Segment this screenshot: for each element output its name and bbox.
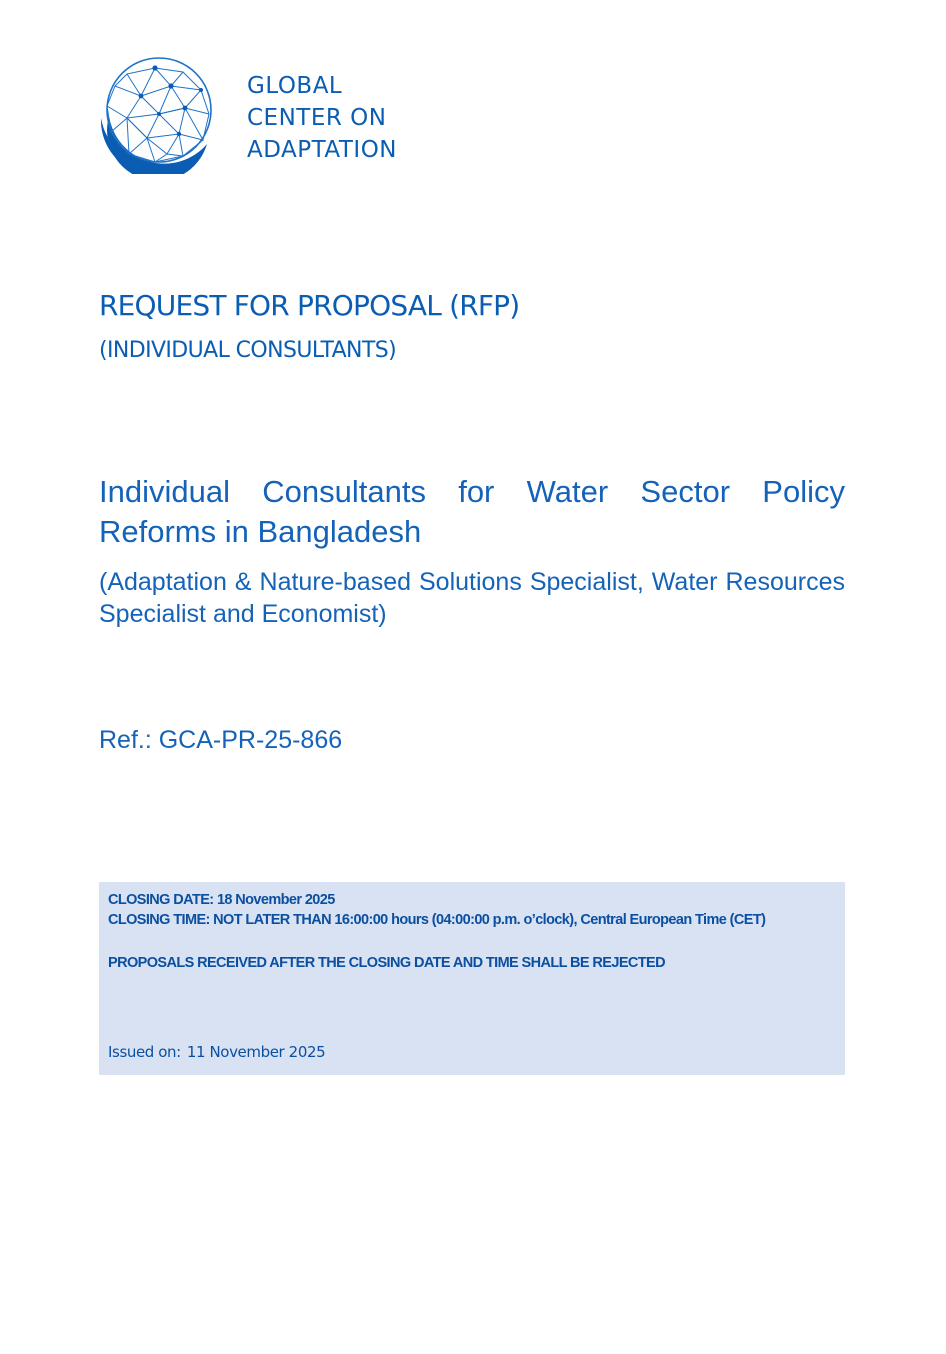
closing-info-box (99, 882, 845, 1075)
issued-label: Issued on: (108, 1043, 181, 1061)
rfp-title: REQUEST FOR PROPOSAL (RFP) (99, 289, 520, 322)
issued-on (108, 1043, 325, 1061)
organization-name (247, 70, 397, 166)
closing-date: CLOSING DATE: 18 November 2025 (108, 892, 335, 908)
rfp-subtitle: (INDIVIDUAL CONSULTANTS) (99, 338, 397, 363)
globe-icon (97, 56, 215, 174)
reference-number: Ref.: GCA-PR-25-866 (99, 726, 343, 754)
logo-line: CENTER ON (247, 105, 387, 131)
logo-line: ADAPTATION (247, 137, 397, 163)
rejection-notice: PROPOSALS RECEIVED AFTER THE CLOSING DATE AND TIME SHALL BE REJECTED (108, 955, 665, 971)
logo-line: GLOBAL (247, 73, 343, 99)
issued-date: 11 November 2025 (186, 1043, 326, 1061)
assignment-title: Individual Consultants for Water Sector Policy Reforms in Bangladesh (99, 474, 845, 549)
specialists-subtitle: (Adaptation & Nature-based Solutions Specialist, Water Resources Specialist and Economist) (99, 568, 845, 628)
organization-logo (97, 56, 417, 176)
closing-time: CLOSING TIME: NOT LATER THAN 16:00:00 hours (04:00:00 p.m. o’clock), Central European Time (CET) (108, 912, 766, 928)
